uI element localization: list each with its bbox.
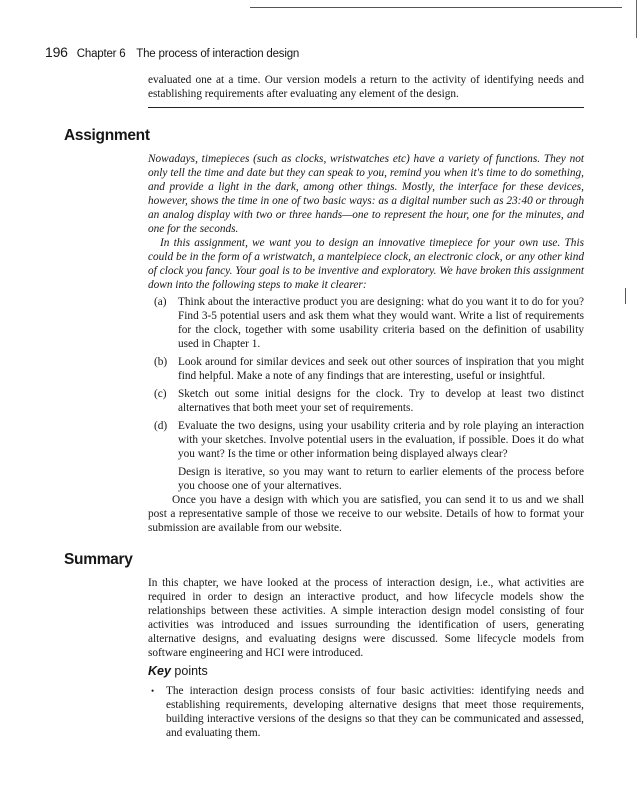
- assignment-para-1: Nowadays, timepieces (such as clocks, wristwatches etc) have a variety of functions. They not only tell the time and date but they can speak to you, remind you when it's time to do something, and provide a light in the dark, among other things. Mostly, the interface for these devices, however, shows the time in one of two basic ways: as a digital number such as 23:40 or through an analog display with two or three hands—one to represent the hour, one for the minutes, and one for the seconds.: [148, 153, 584, 235]
- step-text: Look around for similar devices and seek out other sources of inspiration that you might find helpful. Make a note of any findings that are interesting, useful or insightful.: [178, 356, 584, 382]
- step-text: Evaluate the two designs, using your usability criteria and by role playing an interaction with your sketches. Involve potential users in the evaluation, if possible. Does it do what you want? Is the time or other information being displayed always clear?: [178, 420, 584, 460]
- bullet-icon: •: [151, 686, 155, 696]
- right-edge-rule: [636, 0, 637, 38]
- step-label: (b): [154, 356, 168, 368]
- design-note: Design is iterative, so you may want to return to earlier elements of the process before you choose one of your alternatives.: [178, 466, 584, 492]
- list-item: [148, 684, 584, 740]
- margin-mark: [625, 288, 626, 304]
- key-points-heading: [148, 664, 208, 678]
- assignment-heading: Assignment: [64, 127, 150, 144]
- assignment-body: [148, 152, 584, 535]
- step-label: (a): [154, 296, 167, 308]
- chapter-label: Chapter 6: [76, 48, 126, 60]
- assignment-closing: Once you have a design with which you are satisfied, you can send it to us and we shall post a representative sample of those we receive to our website. Details of how to format your submission are available from our website.: [148, 494, 584, 534]
- assignment-steps: [148, 295, 584, 461]
- chapter-title: The process of interaction design: [136, 48, 300, 60]
- running-header: [45, 44, 299, 60]
- intro-paragraph: evaluated one at a time. Our version models a return to the activity of identifying needs and establishing requirements after evaluating any element of the design.: [148, 74, 584, 100]
- summary-heading: Summary: [64, 551, 133, 568]
- list-item: [148, 295, 584, 351]
- key-points-heading-rest: points: [174, 664, 208, 678]
- assignment-para-2: In this assignment, we want you to design an innovative timepiece for your own use. This could be in the form of a wristwatch, a mantelpiece clock, an electronic clock, or any other kind of clock you fancy. Your goal is to be inventive and exploratory. We have broken this assignment down into the following steps to make it clearer:: [148, 237, 584, 291]
- summary-paragraph: In this chapter, we have looked at the process of interaction design, i.e., what activities are required in order to design an interactive product, and how lifecycle models show the relationships between these activities. A simple interaction design model consisting of four activities was introduced and issues surrounding the identification of users, generating alternative designs, and evaluating designs were discussed. Some lifecycle models from software engineering and HCI were introduced.: [148, 577, 584, 659]
- list-item: [148, 419, 584, 461]
- step-label: (d): [154, 420, 168, 432]
- key-points-list: [148, 684, 584, 740]
- page-number: 196: [45, 44, 68, 60]
- step-text: Sketch out some initial designs for the clock. Try to develop at least two distinct alternatives that both meet your set of requirements.: [178, 388, 584, 414]
- list-item: [148, 387, 584, 415]
- key-point-text: The interaction design process consists of four basic activities: identifying needs and establishing requirements, developing alternative designs that meet those requirements, building interactive versions of the designs so that they can be communicated and assessed, and evaluating them.: [166, 685, 584, 739]
- list-item: [148, 355, 584, 383]
- key-points-heading-bold: Key: [148, 664, 171, 678]
- top-margin-rule: [250, 7, 622, 8]
- section-divider: [148, 107, 584, 108]
- step-text: Think about the interactive product you are designing: what do you want it to do for you? Find 3-5 potential users and ask them what they would want. Write a list of requirements for the clock, together with some usability criteria based on the definition of usability used in Chapter 1.: [178, 296, 584, 350]
- step-label: (c): [154, 388, 167, 400]
